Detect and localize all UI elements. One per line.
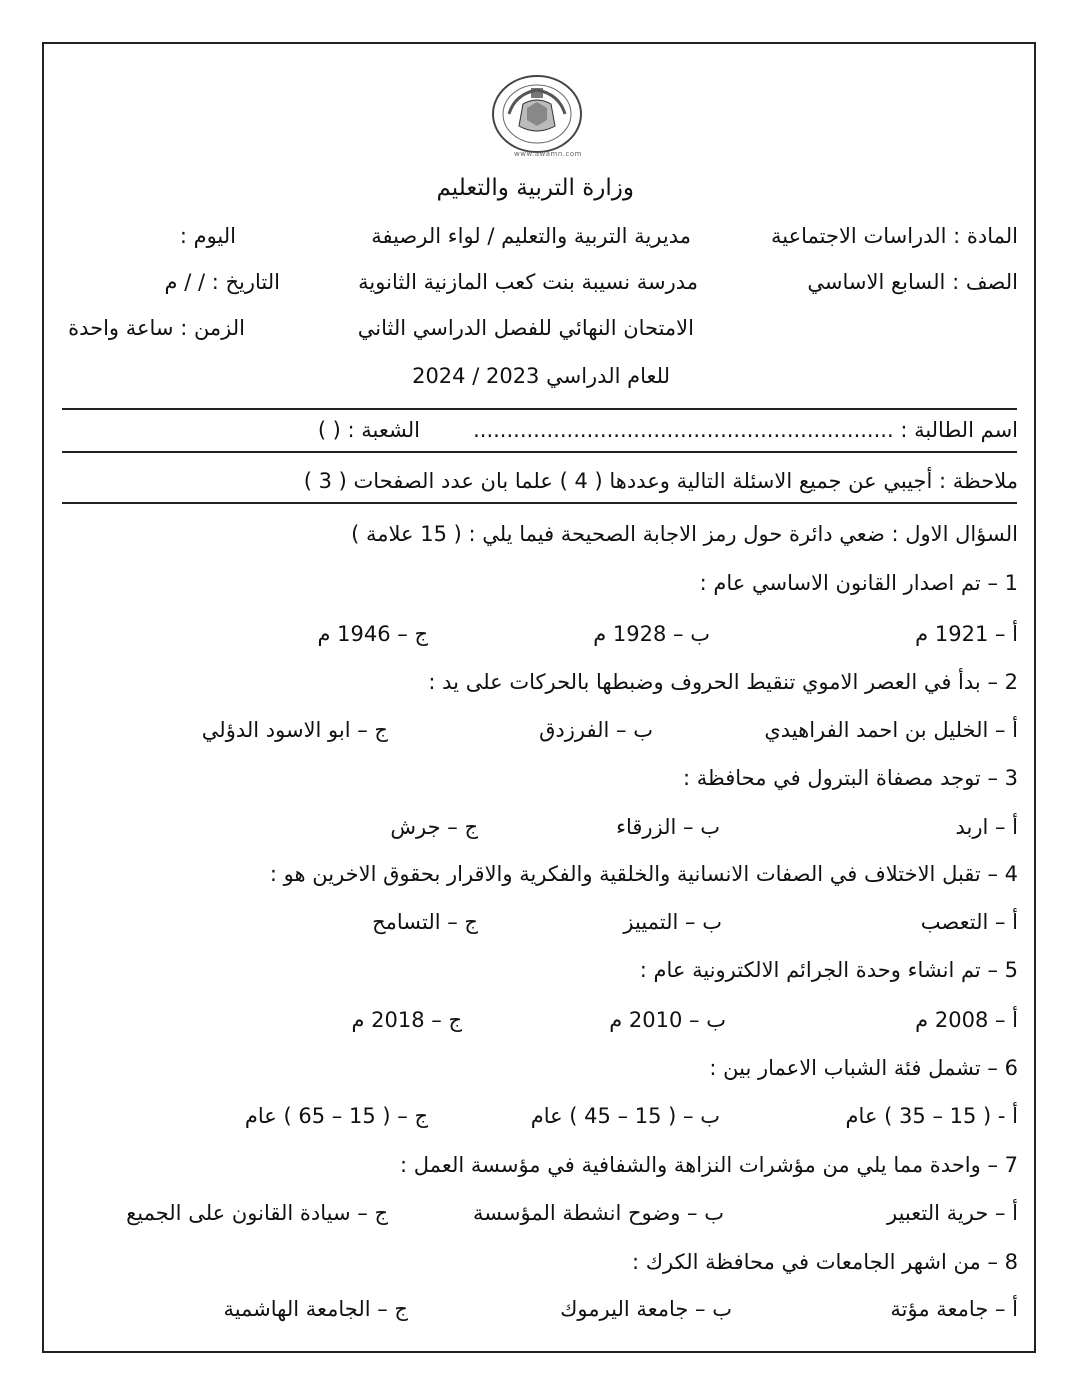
option-b: ب – ( 15 – 45 ) عام [530, 1104, 720, 1128]
option-b: ب – 1928 م [593, 622, 710, 646]
option-a: أ – جامعة مؤتة [890, 1297, 1018, 1321]
student-name-field: اسم الطالبة : ............................................................... [473, 418, 1018, 442]
subject-label: المادة : الدراسات الاجتماعية [770, 224, 1018, 248]
option-a: أ – 2008 م [915, 1008, 1018, 1032]
question-item: 2 – بدأ في العصر الاموي تنقيط الحروف وضبطها بالحركات على يد : [428, 670, 1018, 694]
option-a: أ – اربد [955, 815, 1018, 839]
question-item: 7 – واحدة مما يلي من مؤشرات النزاهة والشفافية في مؤسسة العمل : [400, 1153, 1018, 1177]
divider [62, 502, 1017, 504]
exam-note: ملاحظة : أجيبي عن جميع الاسئلة التالية وعددها ( 4 ) علما بان عدد الصفحات ( 3 ) [303, 469, 1018, 493]
option-a: أ – حرية التعبير [887, 1201, 1018, 1225]
option-c: ج – جرش [390, 815, 478, 839]
question-item: 6 – تشمل فئة الشباب الاعمار بين : [709, 1056, 1018, 1080]
option-a: أ - ( 15 – 35 ) عام [845, 1104, 1018, 1128]
option-b: ب – 2010 م [609, 1008, 726, 1032]
question-item: 3 – توجد مصفاة البترول في محافظة : [682, 766, 1018, 790]
academic-year: للعام الدراسي 2023 / 2024 [412, 364, 670, 388]
option-c: ج – التسامح [372, 910, 478, 934]
duration-label: الزمن : ساعة واحدة [68, 316, 245, 340]
option-b: ب – جامعة اليرموك [560, 1297, 732, 1321]
option-c: ج – 1946 م [317, 622, 428, 646]
question-item: 4 – تقبل الاختلاف في الصفات الانسانية والخلقية والفكرية والاقرار بحقوق الاخرين هو : [269, 862, 1018, 886]
day-label: اليوم : [179, 224, 236, 248]
school-name: مدرسة نسيبة بنت كعب المازنية الثانوية [358, 270, 698, 294]
question-title: السؤال الاول : ضعي دائرة حول رمز الاجابة الصحيحة فيما يلي : ( 15 علامة ) [351, 522, 1018, 546]
grade-label: الصف : السابع الاساسي [807, 270, 1018, 294]
question-item: 1 – تم اصدار القانون الاساسي عام : [699, 571, 1018, 595]
question-item: 8 – من اشهر الجامعات في محافظة الكرك : [631, 1250, 1018, 1274]
option-c: ج – 2018 م [351, 1008, 462, 1032]
option-b: ب – الزرقاء [616, 815, 720, 839]
option-a: أ – الخليل بن احمد الفراهيدي [764, 718, 1018, 742]
divider [62, 451, 1017, 453]
question-item: 5 – تم انشاء وحدة الجرائم الالكترونية عام : [639, 958, 1018, 982]
option-a: أ – 1921 م [915, 622, 1018, 646]
option-b: ب – التمييز [623, 910, 722, 934]
logo-caption: www.awamn.com [514, 150, 582, 158]
date-field: التاريخ : / / م [164, 270, 280, 294]
option-a: أ – التعصب [920, 910, 1018, 934]
option-c: ج – سيادة القانون على الجميع [126, 1201, 388, 1225]
option-c: ج – الجامعة الهاشمية [223, 1297, 408, 1321]
section-field: الشعبة : ( ) [317, 418, 420, 442]
divider [62, 408, 1017, 410]
jordan-ministry-emblem-icon [489, 74, 585, 156]
directorate-label: مديرية التربية والتعليم / لواء الرصيفة [371, 224, 691, 248]
option-c: ج – ابو الاسود الدؤلي [201, 718, 388, 742]
option-c: ج – ( 15 – 65 ) عام [244, 1104, 428, 1128]
option-b: ب – وضوح انشطة المؤسسة [472, 1201, 724, 1225]
exam-title: الامتحان النهائي للفصل الدراسي الثاني [357, 316, 694, 340]
option-b: ب – الفرزدق [539, 718, 653, 742]
ministry-title: وزارة التربية والتعليم [436, 175, 634, 201]
